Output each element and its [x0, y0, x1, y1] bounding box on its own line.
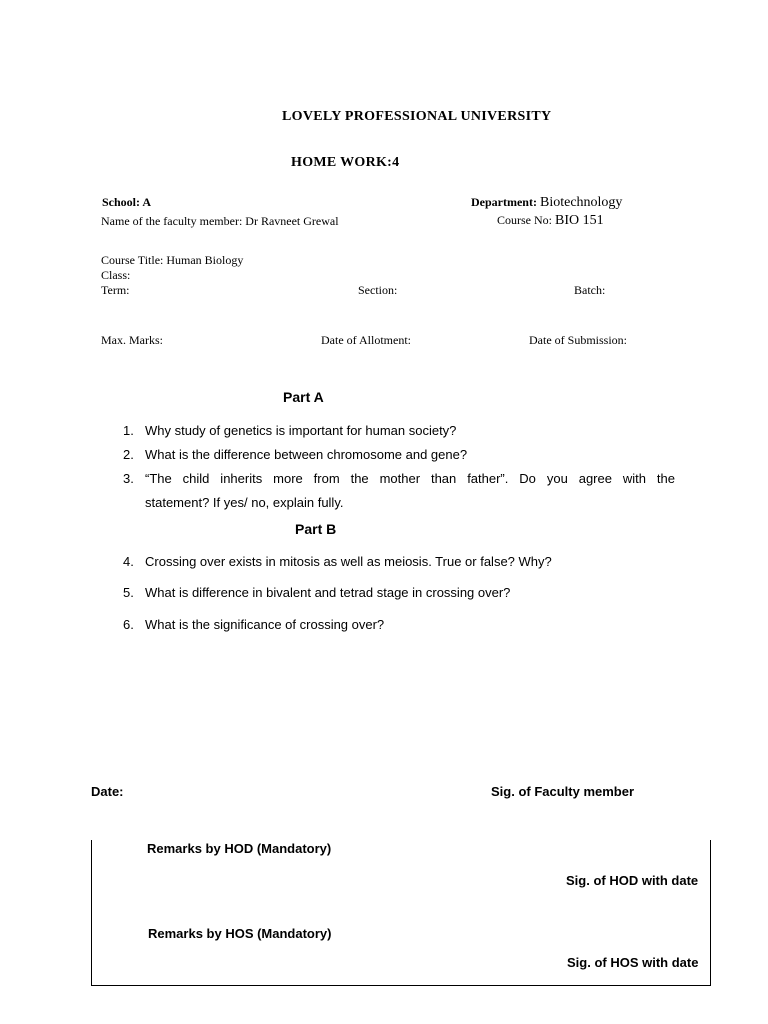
- question-number: 1.: [123, 423, 134, 438]
- sig-hod-label: Sig. of HOD with date: [566, 873, 699, 888]
- question-text-line1: “The child inherits more from the mother than father”. Do you agree with the: [145, 471, 675, 486]
- question-text: Crossing over exists in mitosis as well as meiosis. True or false? Why?: [145, 554, 552, 569]
- sig-hos-label: Sig. of HOS with date: [567, 955, 699, 970]
- remarks-hod-label: Remarks by HOD (Mandatory): [147, 841, 332, 856]
- question-number: 4.: [123, 554, 134, 569]
- term-label: Term:: [101, 283, 130, 297]
- question-text: Why study of genetics is important for human society?: [145, 423, 457, 438]
- question-text: What is the difference between chromosome and gene?: [145, 447, 468, 462]
- university-title: LOVELY PROFESSIONAL UNIVERSITY: [282, 109, 552, 124]
- max-marks-label: Max. Marks:: [101, 333, 163, 347]
- department-value: Biotechnology: [539, 195, 623, 210]
- course-no-value: BIO 151: [555, 213, 604, 228]
- department-field: [471, 195, 622, 211]
- question-text: What is difference in bivalent and tetrad stage in crossing over?: [145, 585, 511, 600]
- question-number: 5.: [123, 585, 134, 600]
- question-number: 3.: [123, 471, 134, 486]
- course-no-label: Course No:: [497, 213, 552, 227]
- question-text-line2: statement? If yes/ no, explain fully.: [145, 495, 344, 510]
- section-label: Section:: [358, 283, 398, 297]
- sig-faculty-label: Sig. of Faculty member: [491, 784, 635, 799]
- faculty-name: Name of the faculty member: Dr Ravneet Grewal: [101, 214, 339, 228]
- course-no-field: [497, 213, 604, 229]
- school-label: School: A: [102, 195, 152, 209]
- date-submission-label: Date of Submission:: [529, 333, 627, 347]
- question-number: 6.: [123, 617, 134, 632]
- class-label: Class:: [101, 268, 131, 282]
- date-label: Date:: [91, 784, 124, 799]
- remarks-hos-label: Remarks by HOS (Mandatory): [148, 926, 332, 941]
- course-title: Course Title: Human Biology: [101, 253, 244, 267]
- question-text: What is the significance of crossing over?: [145, 617, 385, 632]
- part-b-title: Part B: [295, 521, 337, 537]
- question-number: 2.: [123, 447, 134, 462]
- date-allotment-label: Date of Allotment:: [321, 333, 411, 347]
- homework-title: HOME WORK:4: [291, 155, 400, 170]
- part-a-title: Part A: [283, 389, 324, 405]
- department-label: Department:: [471, 195, 537, 209]
- batch-label: Batch:: [574, 283, 606, 297]
